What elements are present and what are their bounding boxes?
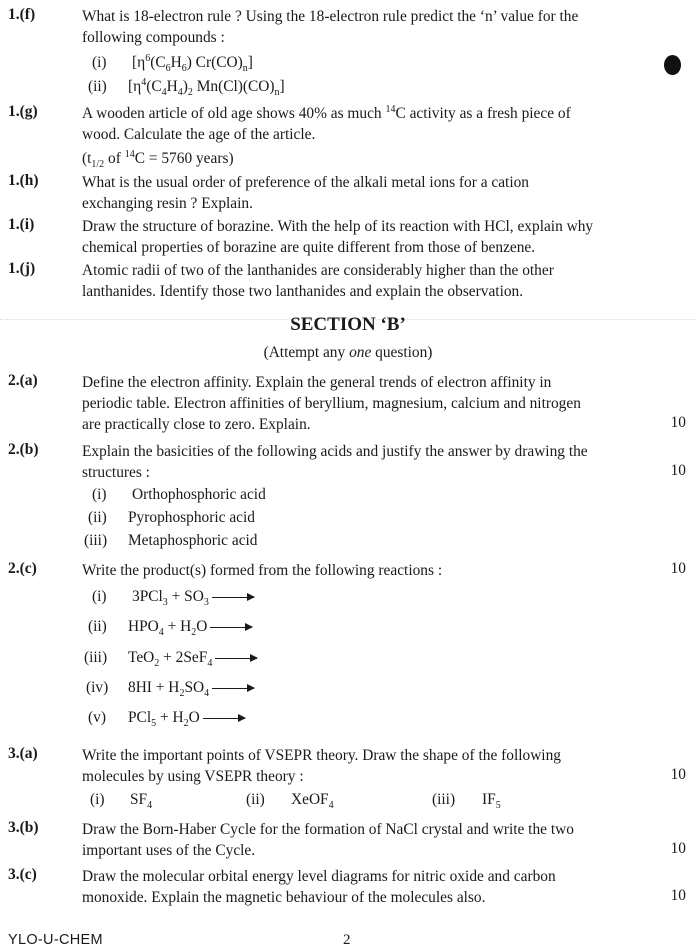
reaction-item: (iii) TeO$_2$ + 2SeF$_4$: [84, 647, 257, 669]
marks: 10: [670, 462, 686, 479]
question-text-line: chemical properties of borazine are quite different from those of benzene.: [82, 239, 536, 256]
question-text-line: A wooden article of old age shows 40% as much $^{14}$C activity as a fresh piece of: [82, 103, 571, 122]
question-text-line: Write the product(s) formed from the following reactions :: [82, 562, 443, 579]
acid-item: (i) Orthophosphoric acid: [92, 486, 266, 503]
compound-item: (i) [$\eta^6(C_6H_6)$ $Cr(CO)_n$]: [92, 52, 253, 75]
question-text-line: lanthanides. Identify those two lanthanides and explain the observation.: [82, 283, 524, 300]
question-number: 1.(j): [8, 260, 36, 277]
question-text-line: monoxide. Explain the magnetic behaviour of the molecules also.: [82, 889, 486, 906]
marks: 10: [670, 414, 686, 431]
paper-code: YLO-U-CHEM: [8, 932, 103, 948]
reaction-item: (ii) $HPO_4 + H_2O$: [88, 616, 252, 638]
question-number: 1.(g): [8, 103, 38, 120]
page-number: 2: [343, 932, 351, 948]
acid-item: (iii) Metaphosphoric acid: [84, 532, 258, 549]
question-text-line: following compounds :: [82, 29, 225, 46]
question-text-line: important uses of the Cycle.: [82, 842, 256, 859]
question-text-line: exchanging resin ? Explain.: [82, 195, 253, 212]
reaction-item: (i) $3PCl_3 + SO_3$: [92, 586, 254, 608]
section-title: SECTION ‘B’: [290, 314, 406, 335]
ink-blot: [664, 55, 681, 75]
question-text-line: ($t_{1/2}$ of $^{14}$C = 5760 years): [82, 148, 234, 171]
question-number: 3.(c): [8, 866, 37, 883]
question-number: 3.(a): [8, 745, 38, 762]
molecule-item: (ii) XeOF$_4$: [246, 791, 334, 812]
molecule-item: (i) $SF_4$: [90, 791, 153, 812]
molecule-item: (iii) $IF_5$: [432, 791, 501, 812]
reaction-item: (v) $PCl_5 + H_2O$: [88, 707, 245, 729]
question-number: 2.(b): [8, 441, 39, 458]
question-text-line: Define the electron affinity. Explain the general trends of electron affinity in: [82, 374, 552, 391]
question-text-line: molecules by using VSEPR theory :: [82, 768, 304, 785]
question-text-line: periodic table. Electron affinities of beryllium, magnesium, calcium and nitrogen: [82, 395, 581, 412]
section-instruction: (Attempt any one question): [263, 344, 433, 361]
marks: 10: [670, 560, 686, 577]
acid-item: (ii) Pyrophosphoric acid: [88, 509, 255, 526]
question-text-line: Explain the basicities of the following acids and justify the answer by drawing the: [82, 443, 588, 460]
marks: 10: [670, 766, 686, 783]
question-text-line: Write the important points of VSEPR theory. Draw the shape of the following: [82, 747, 561, 764]
question-number: 1.(i): [8, 216, 35, 233]
question-number: 2.(a): [8, 372, 38, 389]
compound-item: (ii) [$\eta^4(C_4H_4)_2$ $Mn(Cl)(CO)_n$]: [88, 76, 285, 99]
marks: 10: [670, 840, 686, 857]
question-number: 1.(h): [8, 172, 39, 189]
question-text-line: wood. Calculate the age of the article.: [82, 126, 316, 143]
question-text-line: What is 18-electron rule ? Using the 18-electron rule predict the ‘n’ value for the: [82, 8, 579, 25]
question-text-line: Draw the structure of borazine. With the help of its reaction with HCl, explain why: [82, 218, 594, 235]
question-number: 1.(f): [8, 6, 36, 23]
question-text-line: Atomic radii of two of the lanthanides are considerably higher than the other: [82, 262, 554, 279]
question-text-line: structures :: [82, 464, 150, 481]
question-text-line: are practically close to zero. Explain.: [82, 416, 311, 433]
reaction-item: (iv) $8HI + H_2SO_4$: [86, 677, 254, 699]
marks: 10: [670, 887, 686, 904]
question-text-line: Draw the molecular orbital energy level diagrams for nitric oxide and carbon: [82, 868, 556, 885]
question-number: 2.(c): [8, 560, 37, 577]
question-text-line: What is the usual order of preference of the alkali metal ions for a cation: [82, 174, 529, 191]
question-text-line: Draw the Born-Haber Cycle for the formation of NaCl crystal and write the two: [82, 821, 574, 838]
question-number: 3.(b): [8, 819, 39, 836]
